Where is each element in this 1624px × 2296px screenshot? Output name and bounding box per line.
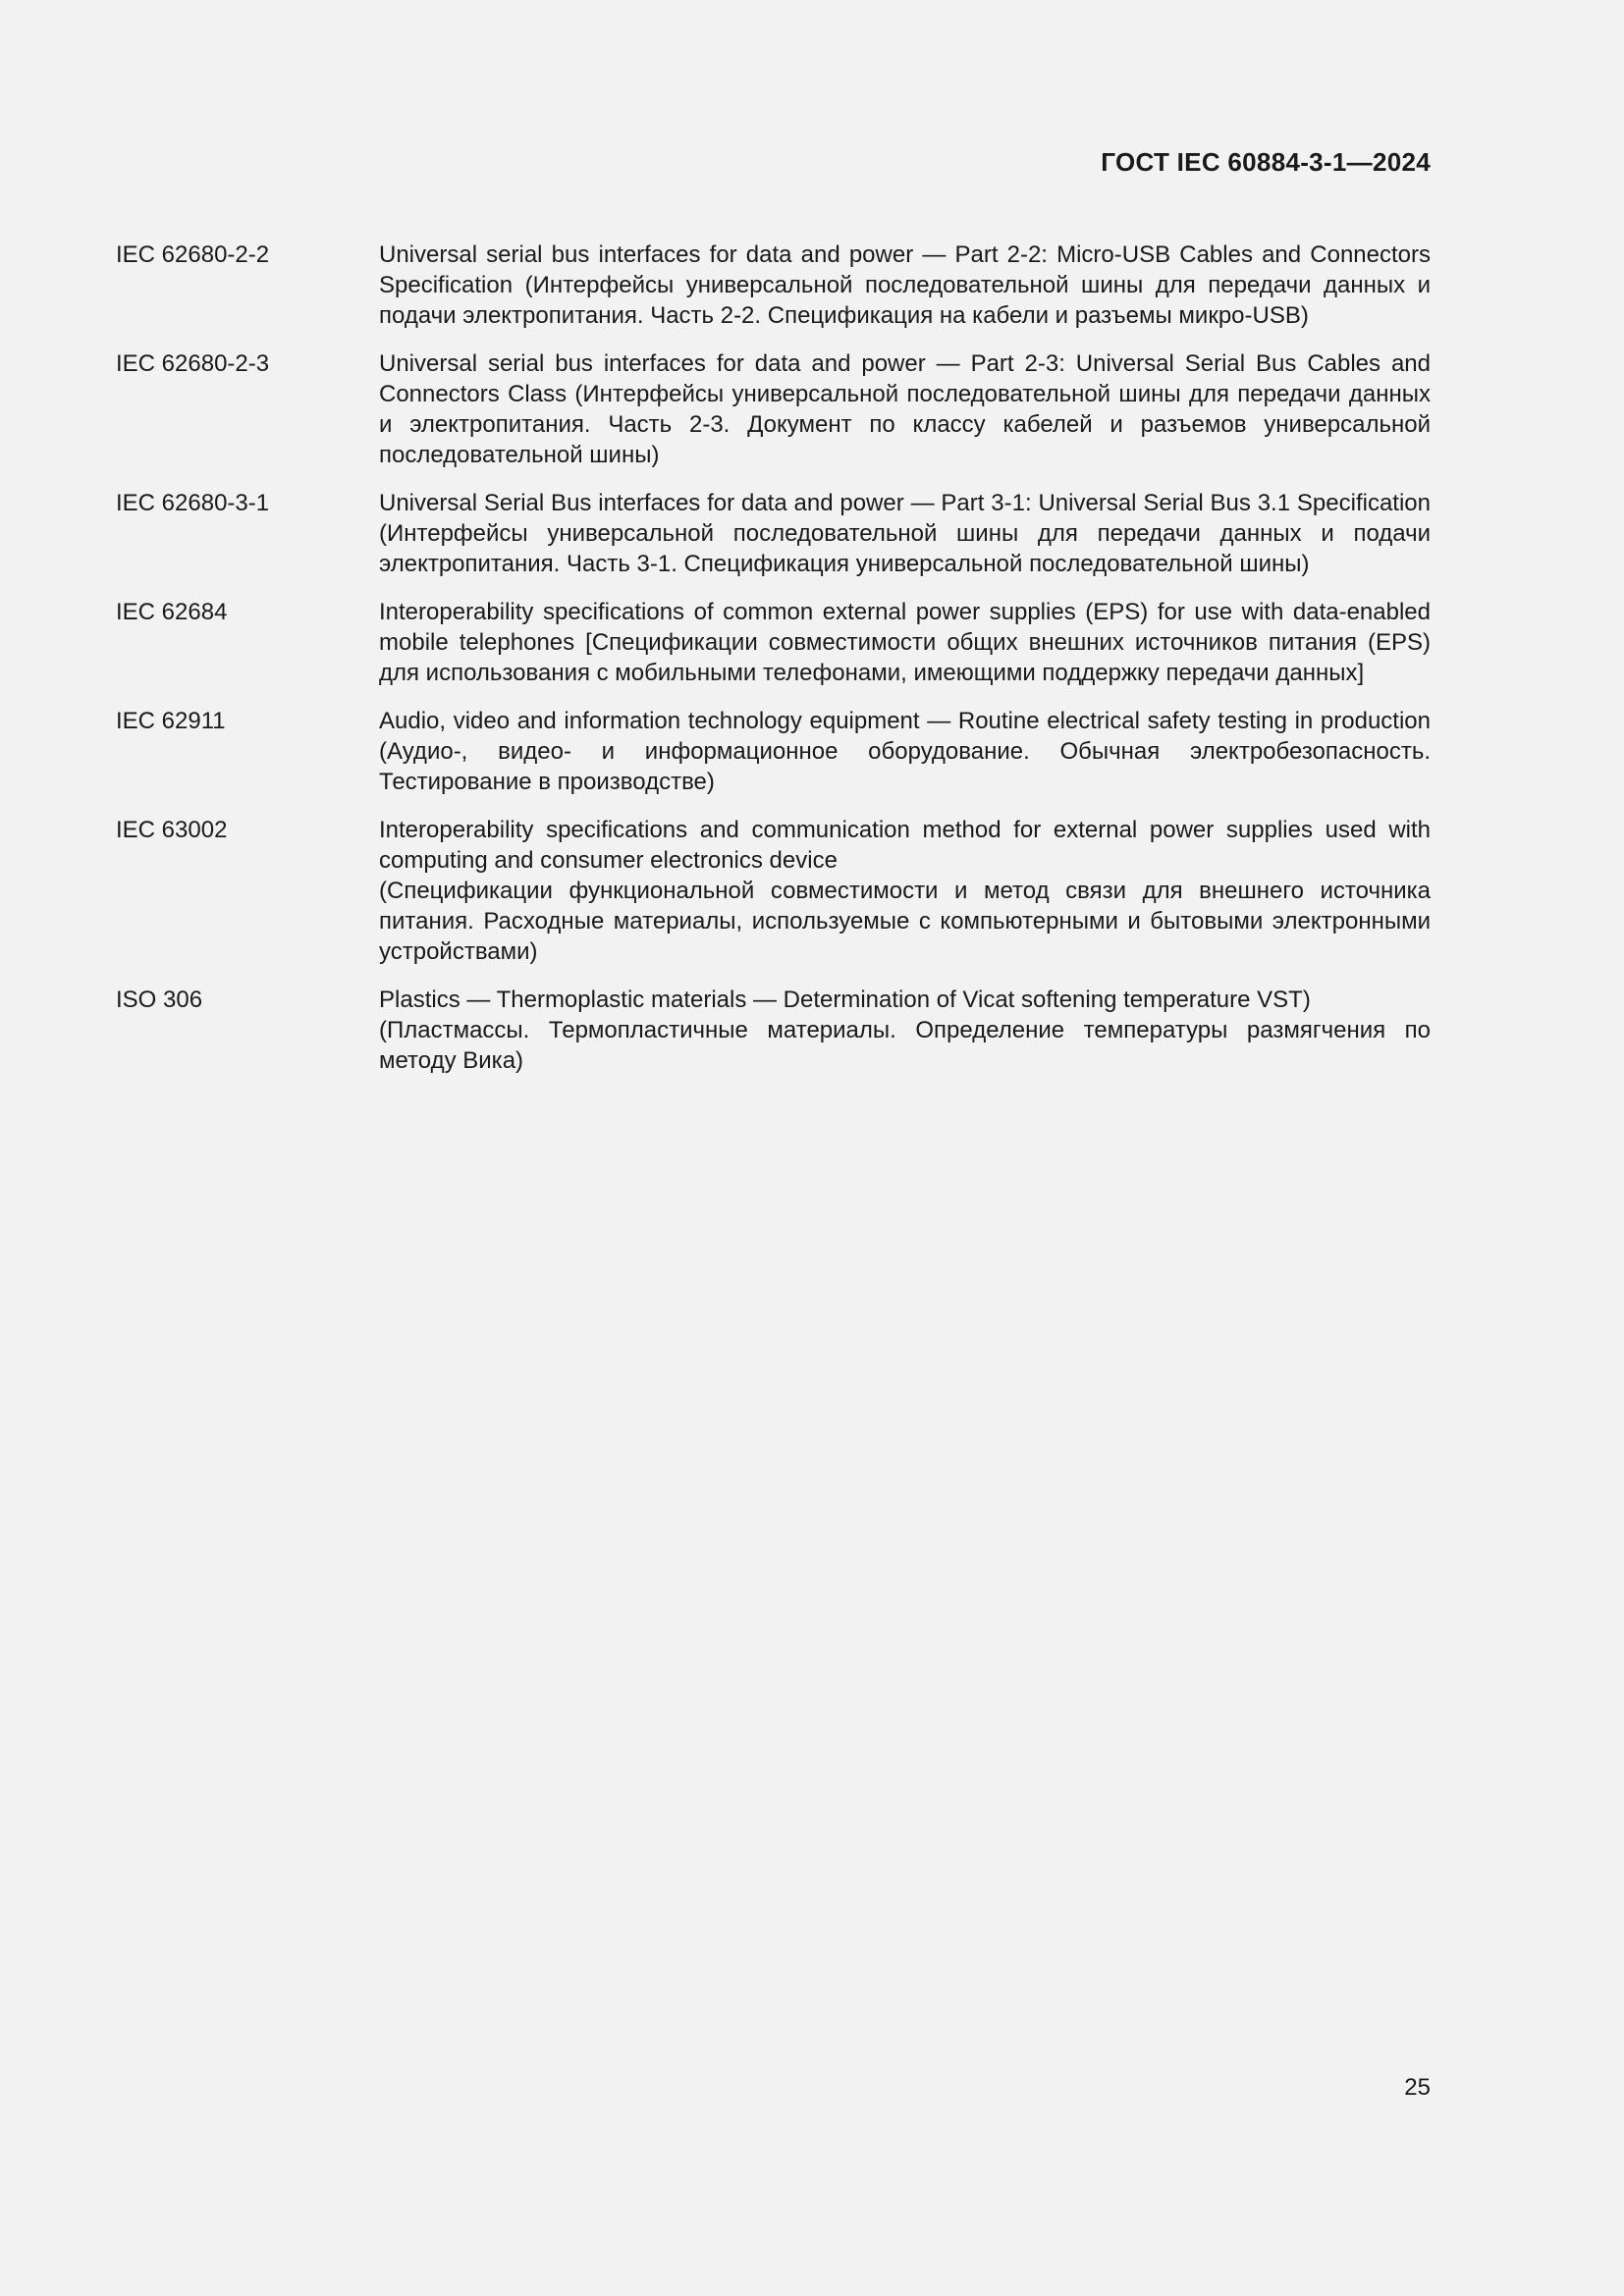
reference-text: Audio, video and information technology equipment — Routine electrical safety testing in production (Аудио-, видео- и информационное оборудование. Обычная электробезопасность. Тестирование в производстве) [379,708,1431,795]
reference-text: Interoperability specifications of common external power supplies (EPS) for use with data-enabled mobile telephones [Спецификации совместимости общих внешних источников питания (EPS) для использования с мобильными телефонами, имеющими поддержку передачи данных] [379,599,1431,686]
reference-text: Universal serial bus interfaces for data and power — Part 2-3: Universal Serial Bus Cables and Connectors Class (Интерфейсы универсальной последовательной шины для передачи данных и электропитания. Часть 2-3. Документ по классу кабелей и разъемов универсальной последовательной шины) [379,350,1431,468]
document-header: ГОСТ IEC 60884-3-1—2024 [1101,147,1431,177]
reference-code: IEC 63002 [116,817,228,843]
reference-row [116,348,1431,470]
reference-row [116,706,1431,797]
reference-code: IEC 62680-2-3 [116,350,270,377]
reference-code: IEC 62680-2-2 [116,241,270,268]
reference-row [116,597,1431,688]
reference-description [379,815,1431,967]
reference-row [116,240,1431,331]
reference-text: Interoperability specifications and communication method for external power supplies used with computing and consumer electronics device [379,817,1431,874]
reference-code: IEC 62680-3-1 [116,490,270,516]
reference-description [379,706,1431,797]
reference-text: Plastics — Thermoplastic materials — Determination of Vicat softening temperature VST) [379,987,1311,1013]
reference-row [116,985,1431,1076]
reference-row [116,488,1431,579]
reference-text: Universal Serial Bus interfaces for data and power — Part 3-1: Universal Serial Bus 3.1 Specification (Интерфейсы универсальной последовательной шины для передачи данных и подачи электропитания. Часть 3-1. Спецификация универсальной последовательной шины) [379,490,1431,577]
reference-translation: (Спецификации функциональной совместимости и метод связи для внешнего источника питания. Расходные материалы, используемые с компьютерными и бытовыми электронными устройствами) [379,878,1431,965]
reference-code: ISO 306 [116,987,203,1013]
reference-description [379,488,1431,579]
reference-code: IEC 62684 [116,599,228,625]
reference-text: Universal serial bus interfaces for data and power — Part 2-2: Micro-USB Cables and Connectors Specification (Интерфейсы универсальной последовательной шины для передачи данных и подачи электропитания. Часть 2-2. Спецификация на кабели и разъемы микро-USB) [379,241,1431,329]
reference-row [116,815,1431,967]
reference-description [379,985,1431,1076]
references-list [116,240,1431,1094]
reference-description [379,348,1431,470]
reference-description [379,597,1431,688]
page-number: 25 [1404,2074,1431,2101]
reference-code: IEC 62911 [116,708,226,734]
reference-translation: (Пластмассы. Термопластичные материалы. Определение температуры размягчения по методу Вика) [379,1017,1431,1074]
reference-description [379,240,1431,331]
